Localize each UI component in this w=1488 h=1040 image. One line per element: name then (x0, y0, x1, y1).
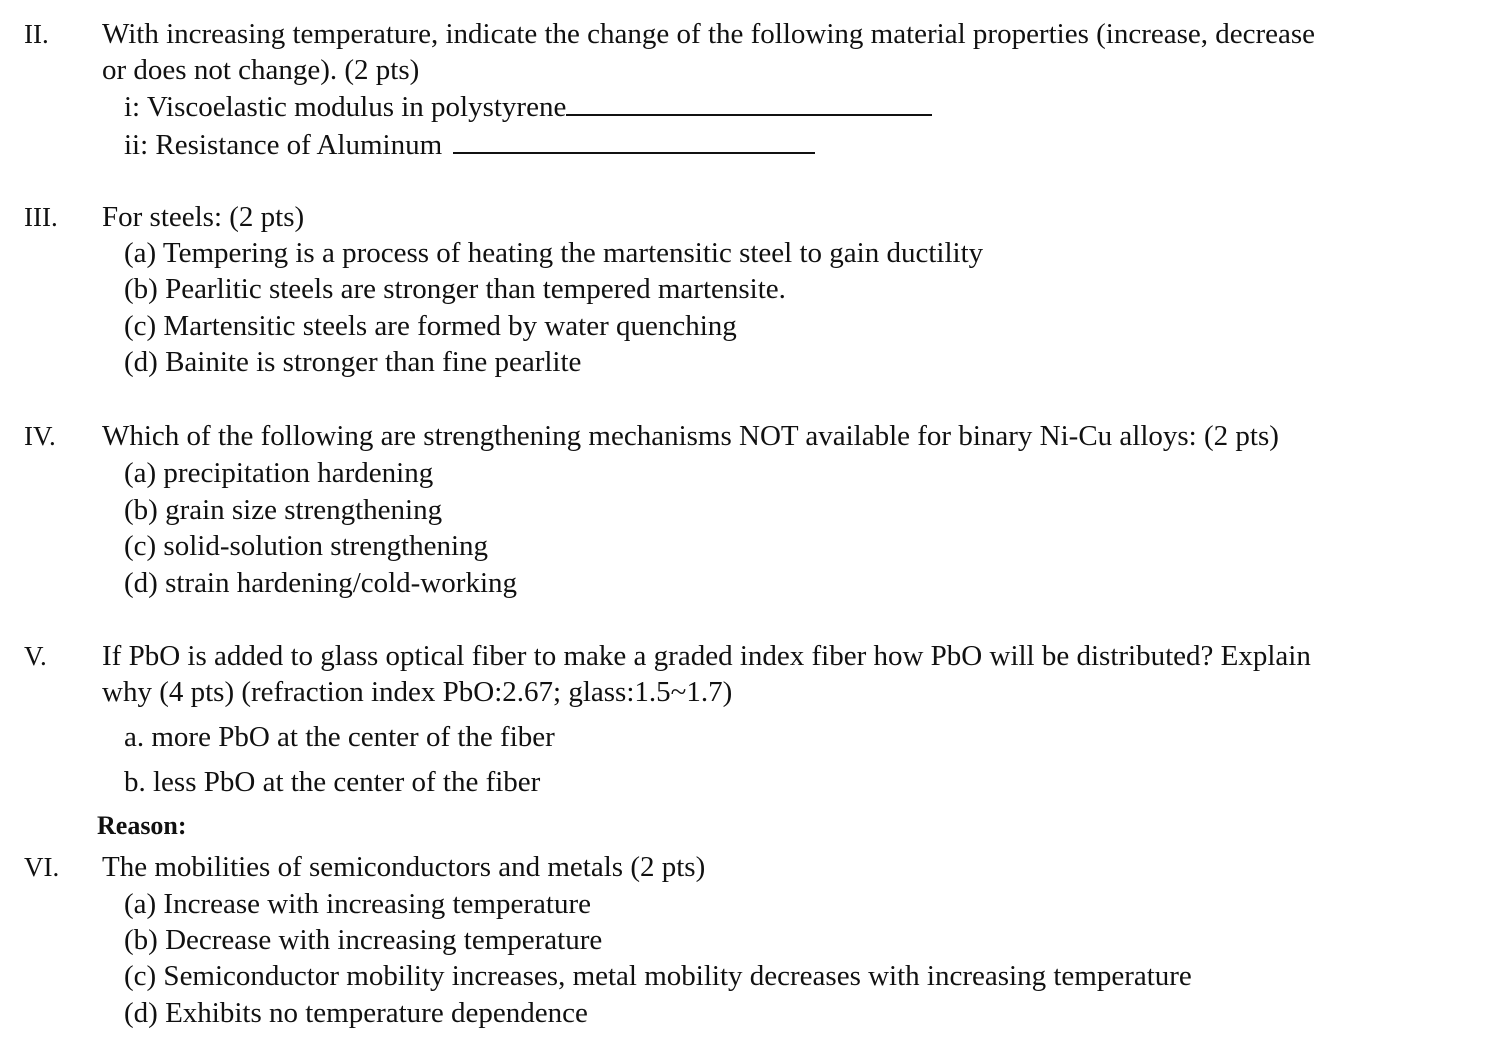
option-a[interactable]: (a) precipitation hardening (124, 457, 434, 489)
question-line: why (4 pts) (refraction index PbO:2.67; glass:1.5~1.7) (102, 676, 733, 708)
option-b[interactable]: (b) Pearlitic steels are stronger than tempered martensite. (124, 273, 786, 305)
question-text (102, 638, 1452, 710)
reason-label: Reason: (97, 811, 187, 840)
question-line: or does not change). (2 pts) (102, 54, 420, 86)
question-number: III. (24, 202, 58, 232)
answer-item (124, 88, 932, 125)
question-number: II. (24, 19, 49, 49)
option-c[interactable]: (c) solid-solution strengthening (124, 530, 489, 562)
option-b[interactable]: b. less PbO at the center of the fiber (124, 766, 541, 798)
question-line: Which of the following are strengthening mechanisms NOT available for binary Ni-Cu alloys: (2 pts) (102, 420, 1279, 452)
option-c[interactable]: (c) Martensitic steels are formed by water quenching (124, 310, 737, 342)
question-text (102, 199, 1452, 235)
question-line: If PbO is added to glass optical fiber to make a graded index fiber how PbO will be distributed? Explain (102, 640, 1311, 672)
option-c[interactable]: (c) Semiconductor mobility increases, metal mobility decreases with increasing temperature (124, 960, 1192, 992)
option-a[interactable]: a. more PbO at the center of the fiber (124, 721, 555, 753)
option-d[interactable]: (d) Bainite is stronger than fine pearlite (124, 346, 582, 378)
option-b[interactable]: (b) Decrease with increasing temperature (124, 924, 603, 956)
question-number: IV. (24, 421, 56, 451)
answer-blank[interactable] (453, 126, 815, 154)
option-a[interactable]: (a) Tempering is a process of heating the martensitic steel to gain ductility (124, 237, 984, 269)
answer-blank[interactable] (566, 88, 932, 116)
question-line: With increasing temperature, indicate the change of the following material properties (increase, decrease (102, 18, 1316, 50)
question-line: For steels: (2 pts) (102, 201, 305, 233)
question-text (102, 418, 1452, 454)
option-a[interactable]: (a) Increase with increasing temperature (124, 888, 591, 920)
question-text (102, 849, 1452, 885)
answer-item (124, 126, 815, 163)
question-line: The mobilities of semiconductors and metals (2 pts) (102, 851, 706, 883)
answer-item-label: ii: Resistance of Aluminum (124, 129, 450, 161)
option-b[interactable]: (b) grain size strengthening (124, 494, 443, 526)
question-number: VI. (24, 852, 60, 882)
option-d[interactable]: (d) strain hardening/cold-working (124, 567, 518, 599)
question-number: V. (24, 641, 47, 671)
answer-item-label: i: Viscoelastic modulus in polystyrene (124, 91, 567, 123)
question-text (102, 16, 1452, 88)
option-d[interactable]: (d) Exhibits no temperature dependence (124, 997, 588, 1029)
